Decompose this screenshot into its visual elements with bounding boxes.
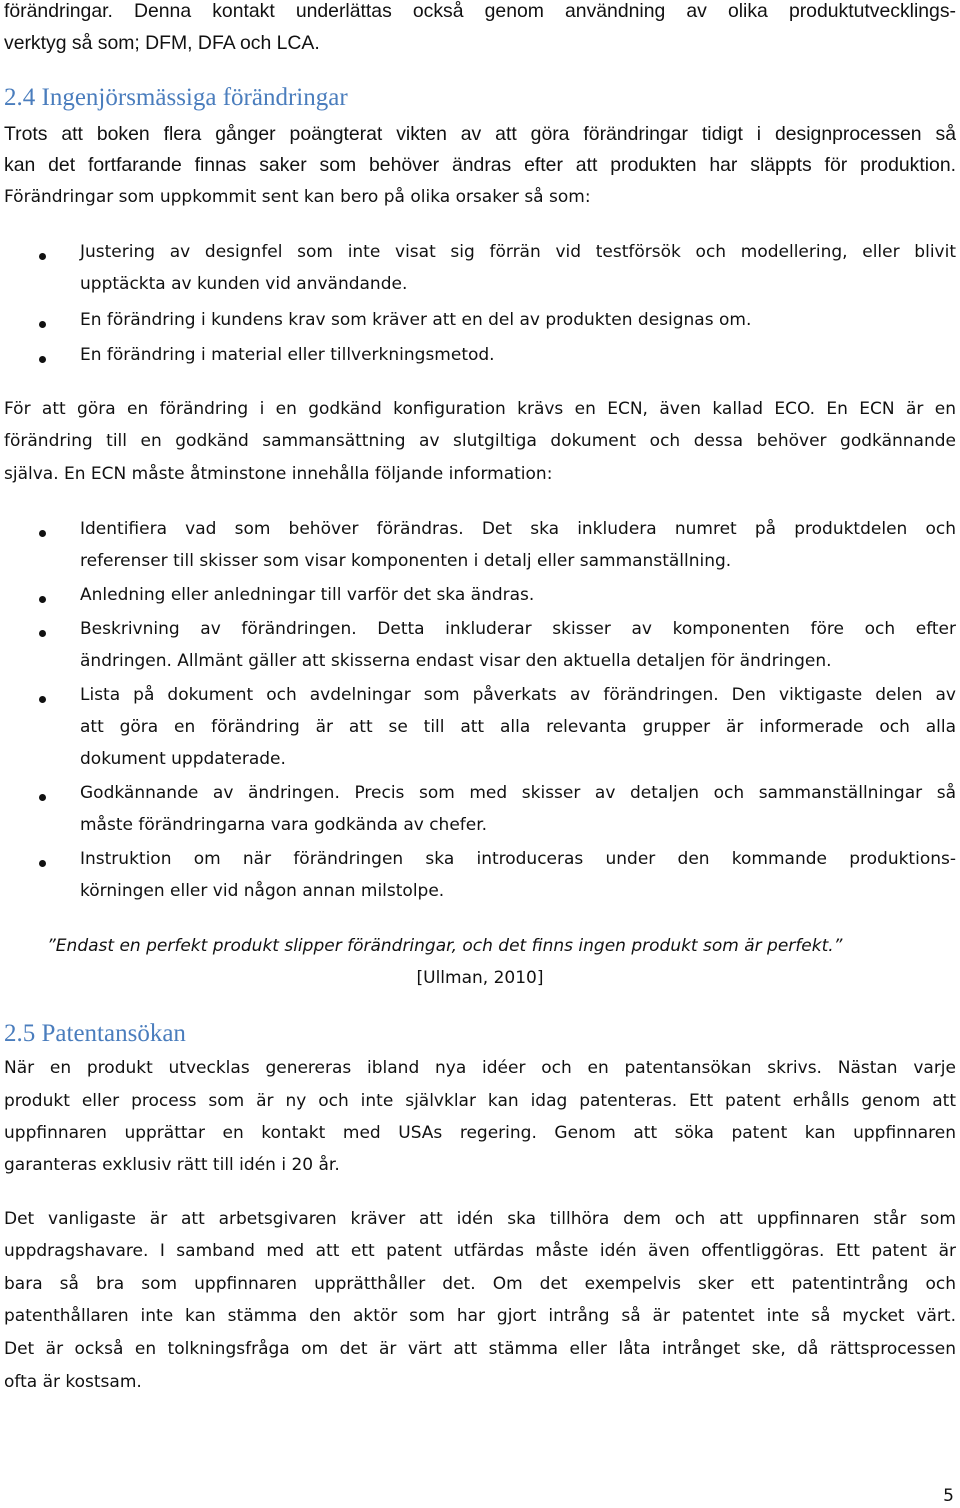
list-item-line: Instruktion om när förändringen ska introduceras under den kommande produktions- — [80, 849, 956, 869]
intro-line-2: verktyg så som; DFM, DFA och LCA. — [4, 32, 320, 54]
bullet-icon — [39, 794, 46, 801]
s25-para1-line-3: uppfinnaren upprättar en kontakt med USAs regering. Genom att söka patent kan uppfinnaren — [4, 1123, 956, 1143]
s24-para3-line-2: förändring till en godkänd sammansättning av slutgiltiga dokument och dessa behöver godkännande — [4, 431, 956, 451]
s24-para1-line-1: Trots att boken flera gånger poängterat vikten av att göra förändringar tidigt i designprocessen så — [4, 123, 956, 145]
page-number: 5 — [943, 1486, 954, 1506]
section-heading-2-4: 2.4 Ingenjörsmässiga förändringar — [4, 84, 348, 111]
bullet-icon — [39, 596, 46, 603]
list-item-line: körningen eller vid någon annan milstolpe. — [80, 881, 445, 901]
s24-para2: Förändringar som uppkommit sent kan bero på olika orsaker så som: — [4, 187, 591, 207]
s25-para2-line-1: Det vanligaste är att arbetsgivaren kräver att idén ska tillhöra dem och att uppfinnaren står som — [4, 1209, 956, 1229]
list-item-line: En förändring i material eller tillverkningsmetod. — [80, 345, 495, 365]
s25-para2-line-6: ofta är kostsam. — [4, 1372, 142, 1392]
list-item-line: Anledning eller anledningar till varför det ska ändras. — [80, 585, 535, 605]
section-heading-2-5: 2.5 Patentansökan — [4, 1020, 186, 1047]
list-item-line: upptäckta av kunden vid användande. — [80, 274, 408, 294]
bullet-icon — [39, 356, 46, 363]
quote: ”Endast en perfekt produkt slipper förändringar, och det finns ingen produkt som är perfekt.” — [47, 936, 843, 956]
bullet-icon — [39, 321, 46, 328]
list-item-line: Identifiera vad som behöver förändras. Det ska inkludera numret på produktdelen och — [80, 519, 956, 539]
list-item-line: Godkännande av ändringen. Precis som med skisser av detaljen och sammanställningar så — [80, 783, 956, 803]
intro-line-1: förändringar. Denna kontakt underlättas också genom användning av olika produktutvecklings- — [4, 0, 956, 22]
bullet-icon — [39, 530, 46, 537]
list-item-line: Lista på dokument och avdelningar som påverkats av förändringen. Den viktigaste delen av — [80, 685, 956, 705]
list-item-line: måste förändringarna vara godkända av chefer. — [80, 815, 488, 835]
citation: [Ullman, 2010] — [416, 968, 544, 988]
bullet-icon — [39, 696, 46, 703]
bullet-icon — [39, 860, 46, 867]
s25-para1-line-1: När en produkt utvecklas genereras ibland nya idéer och en patentansökan skrivs. Nästan varje — [4, 1058, 956, 1078]
list-item-line: ändringen. Allmänt gäller att skisserna endast visar den aktuella detaljen för ändringen. — [80, 651, 832, 671]
s25-para1-line-4: garanteras exklusiv rätt till idén i 20 år. — [4, 1155, 340, 1175]
s25-para2-line-4: patenthållaren inte kan stämma den aktör som har gjort intrång så är patentet inte så mycket värt. — [4, 1306, 956, 1326]
bullet-icon — [39, 630, 46, 637]
s24-para3-line-3: själva. En ECN måste åtminstone innehålla följande information: — [4, 464, 553, 484]
s25-para2-line-2: uppdragshavare. I samband med att ett patent utfärdas måste idén även offentliggöras. Ett patent är — [4, 1241, 956, 1261]
list-item-line: Beskrivning av förändringen. Detta inkluderar skisser av komponenten före och efter — [80, 619, 956, 639]
s25-para2-line-5: Det är också en tolkningsfråga om det är värt att stämma eller låta intrånget ske, då rättsprocessen — [4, 1339, 956, 1359]
bullet-icon — [39, 253, 46, 260]
list-item-line: referenser till skisser som visar komponenten i detalj eller sammanställning. — [80, 551, 732, 571]
s24-para3-line-1: För att göra en förändring i en godkänd konfiguration krävs en ECN, även kallad ECO. En ECN är en — [4, 399, 956, 419]
list-item-line: En förändring i kundens krav som kräver att en del av produkten designas om. — [80, 310, 752, 330]
list-item-line: att göra en förändring är att se till att alla relevanta grupper är informerade och alla — [80, 717, 956, 737]
list-item-line: dokument uppdaterade. — [80, 749, 286, 769]
s25-para2-line-3: bara så bra som uppfinnaren upprätthåller det. Om det exempelvis sker ett patentintrång och — [4, 1274, 956, 1294]
s25-para1-line-2: produkt eller process som är ny och inte självklar kan idag patenteras. Ett patent erhålls genom att — [4, 1091, 956, 1111]
list-item-line: Justering av designfel som inte visat sig förrän vid testförsök och modellering, eller blivit — [80, 242, 956, 262]
s24-para1-line-2: kan det fortfarande finnas saker som behöver ändras efter att produkten har släppts för produktion. — [4, 154, 956, 176]
